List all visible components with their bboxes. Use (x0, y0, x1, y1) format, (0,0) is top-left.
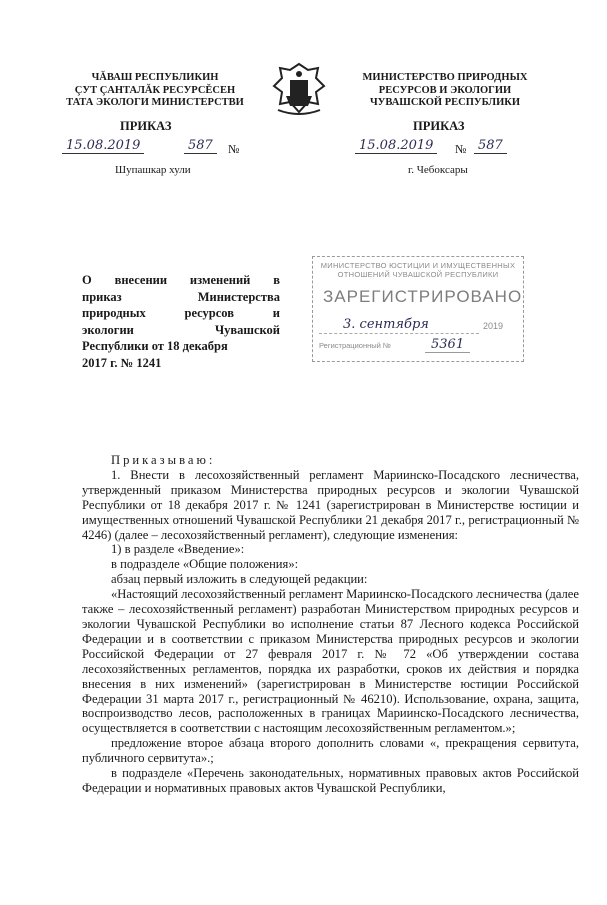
title-line (82, 305, 280, 322)
stamp-handwritten-date: 3. сентября (343, 317, 429, 332)
body-paragraph: 1) в разделе «Введение»: (111, 542, 245, 557)
registration-stamp (312, 256, 524, 362)
date-left (62, 138, 144, 154)
number-sign-right: № (455, 142, 467, 156)
header-left-line: ТАТА ЭКОЛОГИ МИНИСТЕРСТВИ (66, 97, 244, 108)
title-line (82, 272, 280, 289)
title-word: в (273, 273, 280, 287)
number-sign-left: № (228, 142, 240, 156)
title-word: и (272, 306, 280, 320)
number-right (474, 138, 507, 154)
title-line (82, 355, 280, 372)
title-word: экологии (82, 322, 134, 337)
place-right: г. Чебоксары (408, 164, 468, 176)
title-word: Чувашской (214, 322, 280, 337)
title-word: природных (82, 306, 146, 320)
title-word: 2017 г. № 1241 (82, 355, 162, 370)
body-paragraph: в подразделе «Общие положения»: (111, 557, 299, 572)
title-line (82, 322, 280, 339)
number-right-value: 587 (474, 138, 507, 154)
title-word: Министерства (197, 289, 280, 304)
order-word: Приказываю: (111, 453, 216, 467)
title-word: изменений (189, 273, 251, 287)
title-word: внесении (114, 273, 168, 287)
number-left-value: 587 (184, 138, 217, 154)
title-word: Республики от 18 декабря (82, 339, 228, 353)
date-left-value: 15.08.2019 (62, 138, 144, 154)
header-left-ministry-chuvash (55, 72, 255, 110)
order-title-right: ПРИКАЗ (413, 119, 465, 133)
stamp-org-line: МИНИСТЕРСТВО ЮСТИЦИИ И ИМУЩЕСТВЕННЫХ (320, 261, 516, 270)
date-right (355, 138, 437, 154)
title-word: ресурсов (184, 306, 234, 320)
stamp-year: 2019 (483, 321, 504, 331)
title-word: приказ (82, 289, 122, 304)
stamp-org-line: ОТНОШЕНИЙ ЧУВАШСКОЙ РЕСПУБЛИКИ (337, 270, 499, 279)
body-paragraph: абзац первый изложить в следующей редакции: (111, 572, 368, 587)
stamp-registered-label: ЗАРЕГИСТРИРОВАНО (323, 287, 523, 306)
body-paragraph: «Настоящий лесохозяйственный регламент Мариинско-Посадского лесничества (далее также – лесохозяйственный регламент) разработан Министерством природных ресурсов и экологии Чувашской Республики во исполнение статьи 87 Лесного кодекса Российской Федерации и в соответствии с приказом Министерства природных ресурсов и экологии Российской Федерации от 27 февраля 2017 г. № 72 «Об утверждении состава лесохозяйственных регламентов, порядка их разработки, сроков их действия и порядка внесения в них изменений» (зарегистрирован в Министерстве юстиции Российской Федерации 31 марта 2017 г., регистрационный № 46210). Использование, охрана, защита, воспроизводство лесов, расположенных в границах Мариинско-Посадского лесничества, осуществляется в соответствии с настоящим лесохозяйственным регламентом.»; (82, 587, 579, 736)
header-left-line: ЧĂВАШ РЕСПУБЛИКИН (91, 72, 219, 83)
header-right-line: ЧУВАШСКОЙ РЕСПУБЛИКИ (369, 97, 521, 108)
date-right-value: 15.08.2019 (355, 138, 437, 154)
stamp-organization (319, 261, 517, 279)
body-paragraph: в подразделе «Перечень законодательных, нормативных правовых актов Российской Федерации и нормативных правовых актов Чувашской Республики, (82, 766, 579, 795)
header-right-ministry-russian (345, 72, 545, 110)
body-paragraph: предложение второе абзаца второго дополнить словами «, прекращения сервитута, публичного сервитута».; (82, 736, 579, 766)
order-title-left: ПРИКАЗ (120, 119, 172, 133)
stamp-reg-number: 5361 (425, 337, 470, 353)
coat-of-arms-emblem (268, 60, 330, 120)
stamp-date-rule (319, 333, 479, 334)
header-left-line: ÇУТ ÇАНТАЛĂК РЕСУРСĔСЕН (74, 84, 236, 96)
place-left: Шупашкар хули (115, 164, 191, 176)
number-left (184, 138, 217, 154)
header-right-line: МИНИСТЕРСТВО ПРИРОДНЫХ (362, 72, 528, 83)
document-title (82, 272, 280, 371)
body-paragraph: 1. Внести в лесохозяйственный регламент Мариинско-Посадского лесничества, утвержденный приказом Министерства природных ресурсов и экологии Чувашской Республики от 18 декабря 2017 г. № 1241 (зарегистрирован в Министерстве юстиции и имущественных отношений Чувашской Республики 21 декабря 2017 г., регистрационный № 4246) (далее – лесохозяйственный регламент), следующие изменения: (82, 467, 579, 542)
title-word: О (82, 273, 92, 287)
title-line (82, 289, 280, 306)
title-line (82, 338, 280, 355)
header-right-line: РЕСУРСОВ И ЭКОЛОГИИ (378, 84, 512, 96)
document-body (82, 453, 579, 796)
stamp-reg-number-label: Регистрационный № (319, 341, 391, 350)
